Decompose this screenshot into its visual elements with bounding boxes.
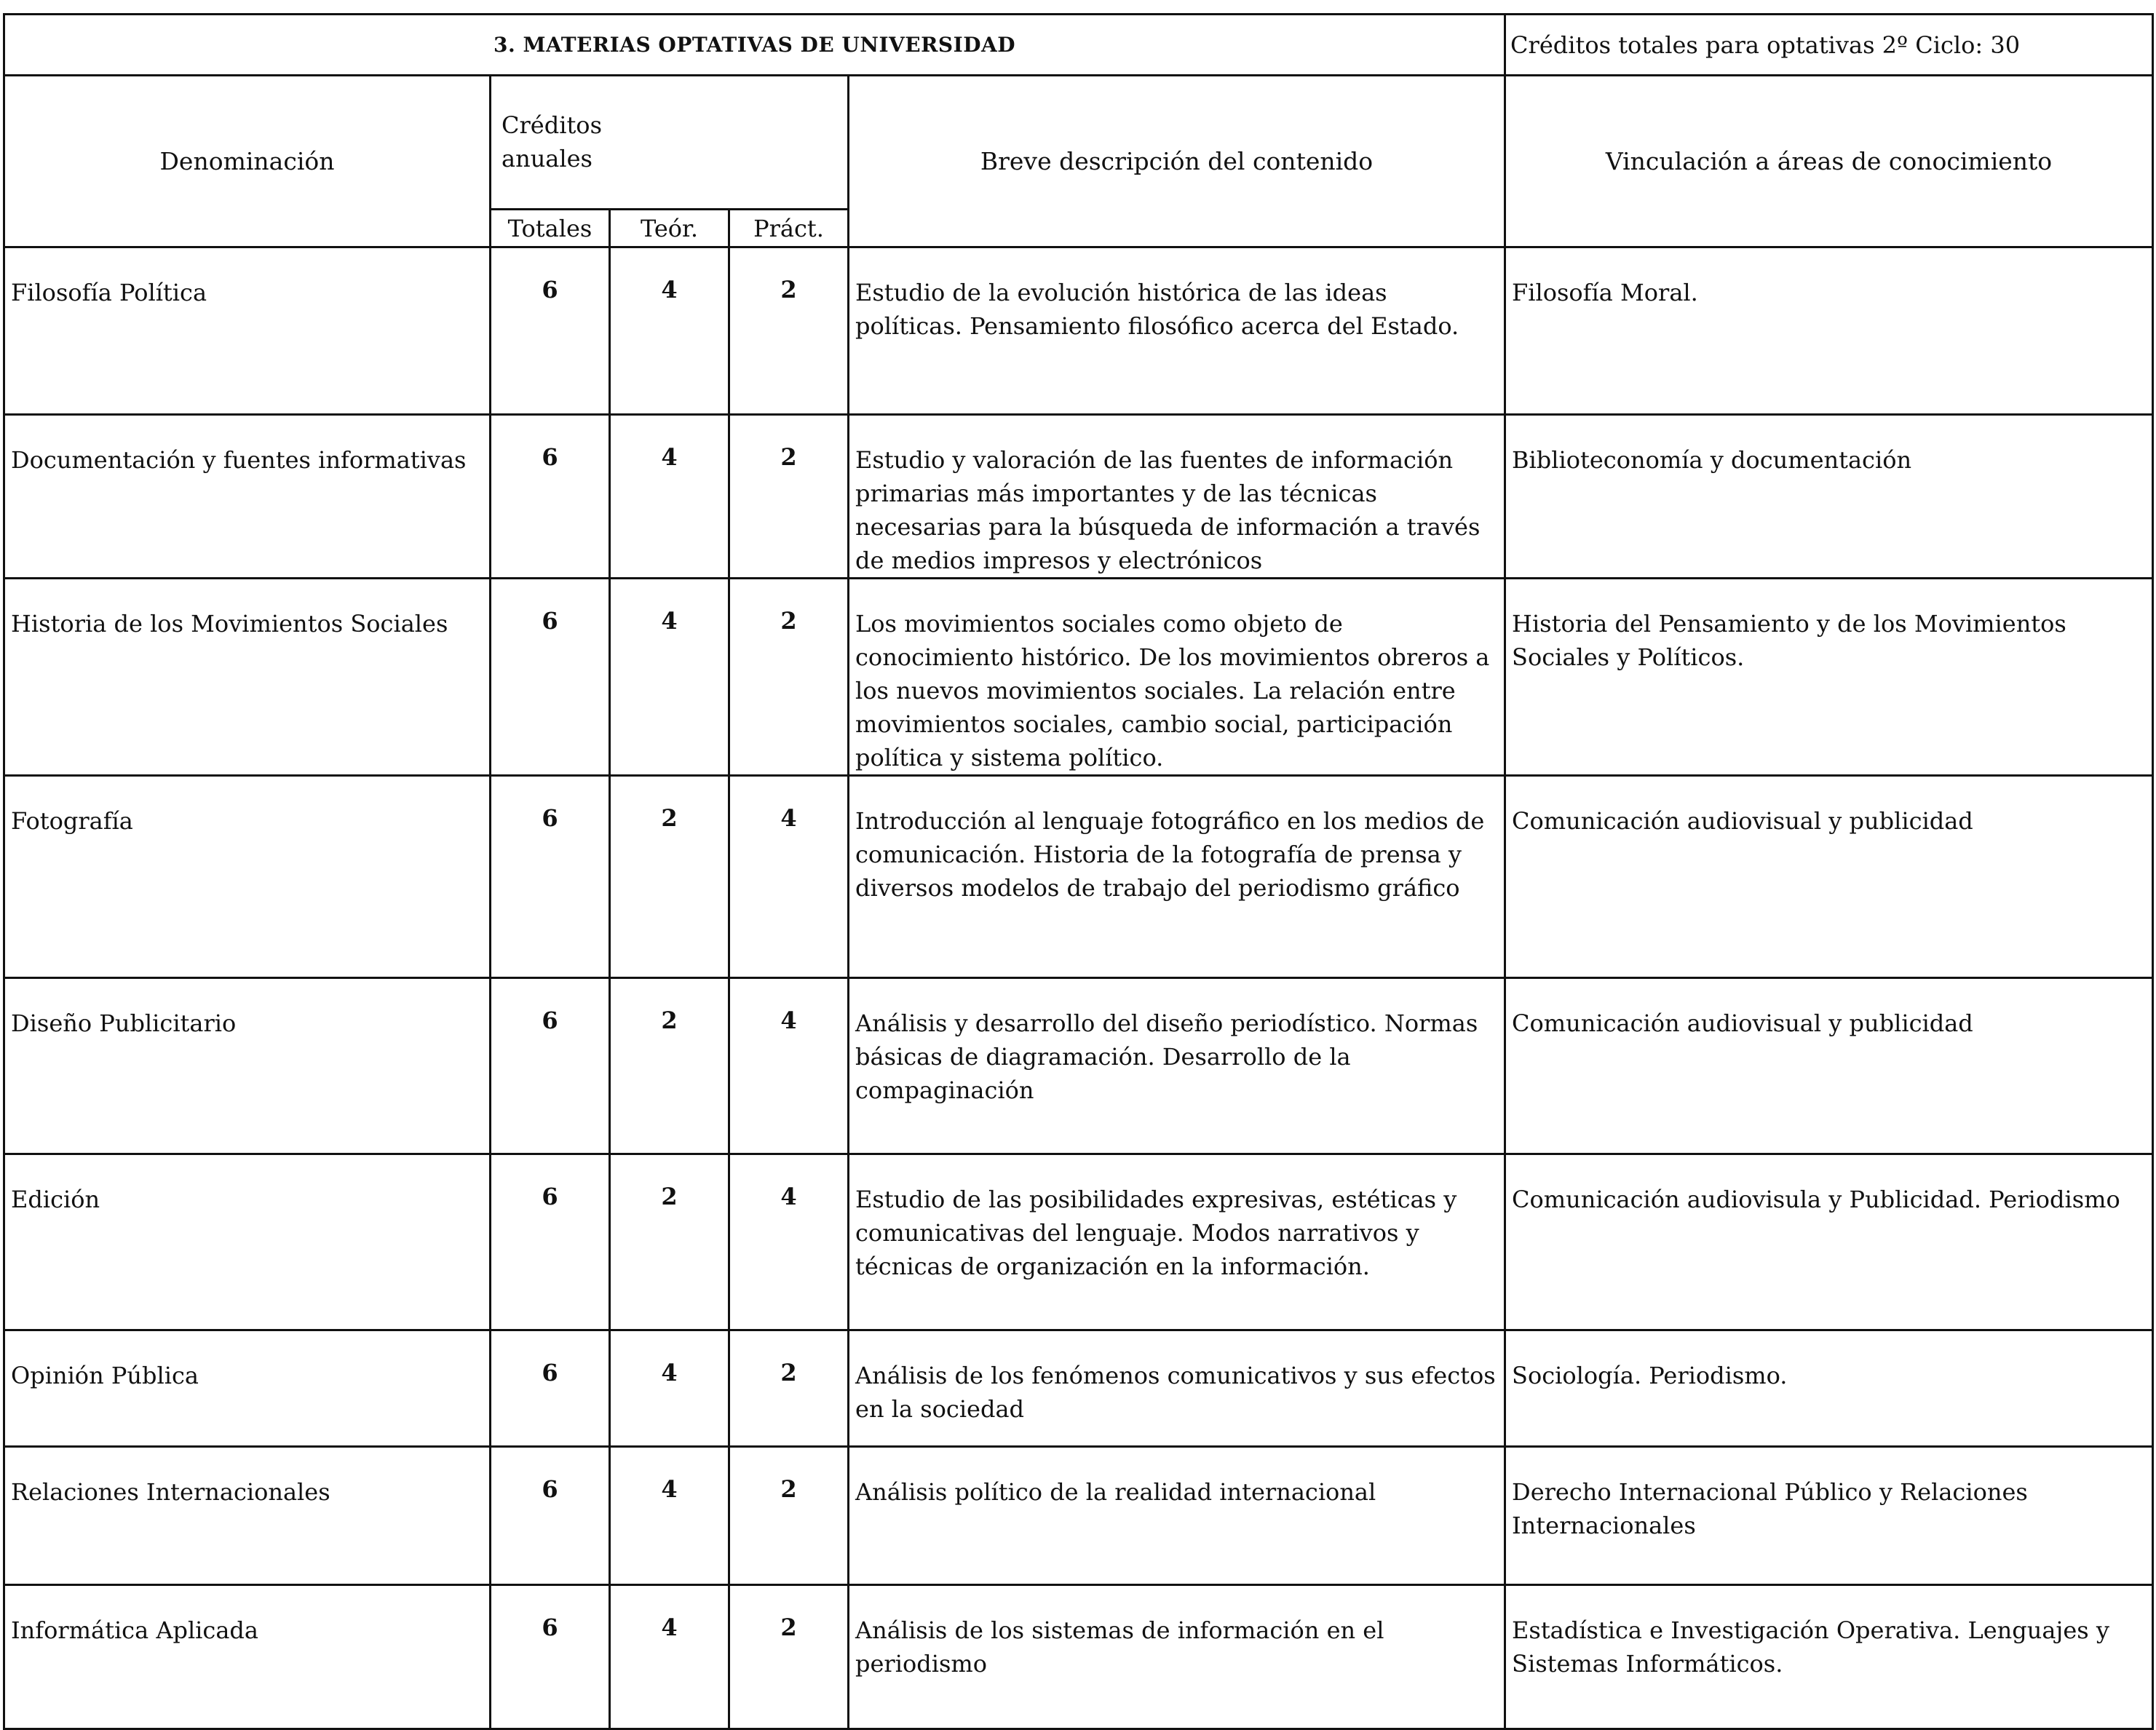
subject-description: Análisis político de la realidad internacional: [849, 1447, 1505, 1585]
credits-theory: 4: [610, 1447, 729, 1585]
table-row: [4, 1447, 2153, 1585]
knowledge-areas: Estadística e Investigación Operativa. Lenguajes y Sistemas Informáticos.: [1505, 1585, 2153, 1729]
column-header-description: Breve descripción del contenido: [849, 76, 1505, 247]
subject-description: Análisis de los fenómenos comunicativos y sus efectos en la sociedad: [849, 1330, 1505, 1447]
subject-description: Estudio de las posibilidades expresivas, estéticas y comunicativas del lenguaje. Modos narrativos y técnicas de organización en la información.: [849, 1154, 1505, 1330]
column-header-row: [4, 76, 2153, 210]
credits-theory: 2: [610, 776, 729, 978]
knowledge-areas: Filosofía Moral.: [1505, 247, 2153, 415]
credits-theory: 2: [610, 978, 729, 1154]
credits-totals: 6: [491, 415, 610, 579]
subject-description: Análisis de los sistemas de información en el periodismo: [849, 1585, 1505, 1729]
subject-name: Diseño Publicitario: [4, 978, 491, 1154]
knowledge-areas: Sociología. Periodismo.: [1505, 1330, 2153, 1447]
table-row: [4, 579, 2153, 776]
column-header-credits-label: Créditos anuales: [502, 111, 602, 172]
credits-practice: 2: [729, 1447, 849, 1585]
subject-name: Relaciones Internacionales: [4, 1447, 491, 1585]
credits-practice: 2: [729, 247, 849, 415]
subject-name: Historia de los Movimientos Sociales: [4, 579, 491, 776]
column-header-theory: Teór.: [610, 210, 729, 247]
column-header-areas: Vinculación a áreas de conocimiento: [1505, 76, 2153, 247]
table-row: [4, 1585, 2153, 1729]
column-header-credits: [491, 76, 849, 210]
column-header-practice: Práct.: [729, 210, 849, 247]
credits-totals: 6: [491, 978, 610, 1154]
knowledge-areas: Comunicación audiovisual y publicidad: [1505, 978, 2153, 1154]
credits-practice: 4: [729, 776, 849, 978]
optional-subjects-table: [3, 13, 2154, 1730]
credits-theory: 4: [610, 415, 729, 579]
knowledge-areas: Derecho Internacional Público y Relaciones Internacionales: [1505, 1447, 2153, 1585]
table-row: [4, 1330, 2153, 1447]
credits-theory: 4: [610, 247, 729, 415]
credits-totals: 6: [491, 1154, 610, 1330]
table-row: [4, 1154, 2153, 1330]
credits-totals: 6: [491, 1330, 610, 1447]
subject-name: Documentación y fuentes informativas: [4, 415, 491, 579]
table-row: [4, 247, 2153, 415]
knowledge-areas: Biblioteconomía y documentación: [1505, 415, 2153, 579]
credits-practice: 2: [729, 1585, 849, 1729]
credits-practice: 2: [729, 415, 849, 579]
credits-theory: 4: [610, 1330, 729, 1447]
subject-name: Opinión Pública: [4, 1330, 491, 1447]
credits-totals: 6: [491, 1585, 610, 1729]
credits-theory: 4: [610, 579, 729, 776]
subject-name: Filosofía Política: [4, 247, 491, 415]
credits-practice: 2: [729, 579, 849, 776]
subject-name: Fotografía: [4, 776, 491, 978]
subject-description: Estudio y valoración de las fuentes de información primarias más importantes y de las técnicas necesarias para la búsqueda de información a través de medios impresos y electrónicos: [849, 415, 1505, 579]
column-header-totals: Totales: [491, 210, 610, 247]
subject-description: Análisis y desarrollo del diseño periodístico. Normas básicas de diagramación. Desarrollo de la compaginación: [849, 978, 1505, 1154]
subject-name: Edición: [4, 1154, 491, 1330]
credits-totals: 6: [491, 1447, 610, 1585]
table-title: 3. MATERIAS OPTATIVAS DE UNIVERSIDAD: [4, 15, 1505, 76]
credits-theory: 4: [610, 1585, 729, 1729]
credits-practice: 4: [729, 978, 849, 1154]
document-page: [3, 13, 2152, 1678]
column-header-name: Denominación: [4, 76, 491, 247]
subject-description: Introducción al lenguaje fotográfico en los medios de comunicación. Historia de la fotografía de prensa y diversos modelos de trabajo del periodismo gráfico: [849, 776, 1505, 978]
subject-name: Informática Aplicada: [4, 1585, 491, 1729]
table-row: [4, 978, 2153, 1154]
credits-practice: 4: [729, 1154, 849, 1330]
knowledge-areas: Comunicación audiovisula y Publicidad. Periodismo: [1505, 1154, 2153, 1330]
credits-totals: 6: [491, 579, 610, 776]
subject-description: Estudio de la evolución histórica de las ideas políticas. Pensamiento filosófico acerca del Estado.: [849, 247, 1505, 415]
credits-practice: 2: [729, 1330, 849, 1447]
table-row: [4, 776, 2153, 978]
credits-totals: 6: [491, 776, 610, 978]
knowledge-areas: Comunicación audiovisual y publicidad: [1505, 776, 2153, 978]
table-body: [4, 247, 2153, 1729]
subject-description: Los movimientos sociales como objeto de conocimiento histórico. De los movimientos obreros a los nuevos movimientos sociales. La relación entre movimientos sociales, cambio social, participación política y sistema político.: [849, 579, 1505, 776]
total-credits-label: Créditos totales para optativas 2º Ciclo: 30: [1505, 15, 2153, 76]
knowledge-areas: Historia del Pensamiento y de los Movimientos Sociales y Políticos.: [1505, 579, 2153, 776]
table-row: [4, 415, 2153, 579]
table-title-row: [4, 15, 2153, 76]
credits-totals: 6: [491, 247, 610, 415]
credits-theory: 2: [610, 1154, 729, 1330]
